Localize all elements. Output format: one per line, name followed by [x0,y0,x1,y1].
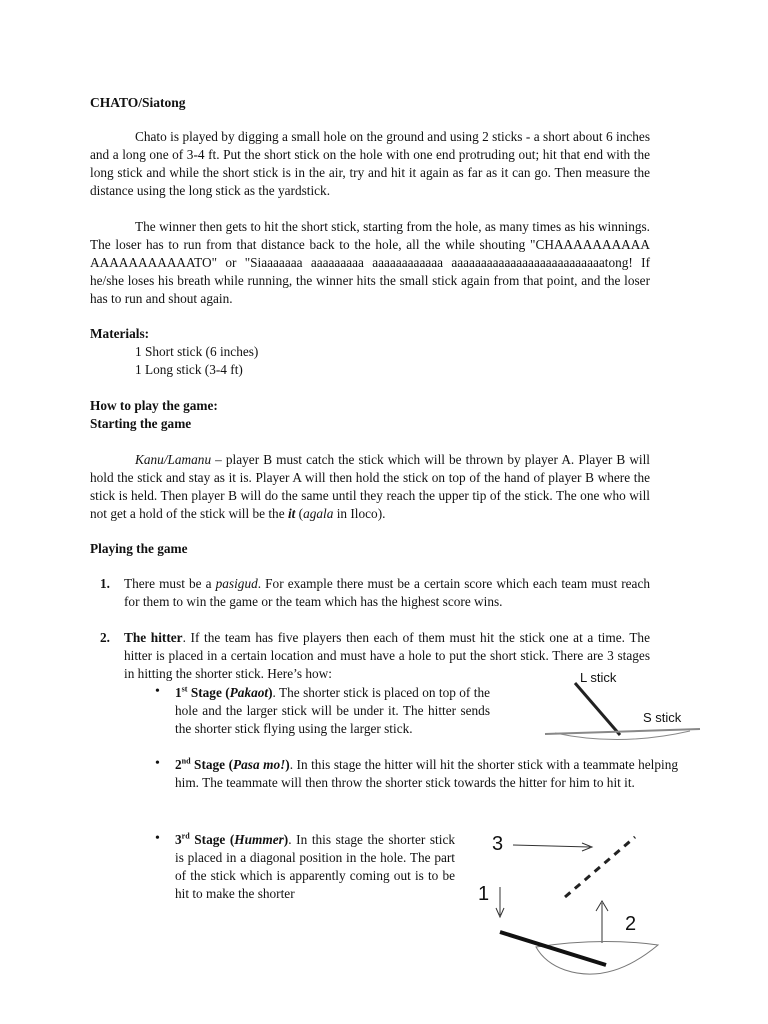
stage-term: Pasa mo! [233,757,286,772]
long-stick-line [575,683,620,735]
stage-sup: rd [181,831,190,841]
paren: ( [295,506,304,521]
short-stick-line [545,729,700,734]
it-term: it [287,506,296,521]
list-item-1 [100,575,650,611]
stage-close: ) [285,757,290,772]
stage-label: Stage ( [187,685,230,700]
bullet-icon: • [155,684,160,699]
stage-text: . The shorter stick is placed on top of the hole and the larger stick will be under it. The hitter sends the shorter stick flying using the larger stick. [175,685,490,736]
item1-pre: There must be a [124,576,216,591]
materials-heading: Materials: [90,326,150,341]
stage-label: Stage ( [190,757,234,772]
winner-paragraph [90,218,650,308]
arrow-3-line [513,845,590,847]
page-title: CHATO/Siatong [90,95,186,110]
playing-heading: Playing the game [90,541,188,556]
stage-2 [155,756,679,792]
arrow-label-2: 2 [625,913,637,935]
material-item: 1 Long stick (3-4 ft) [135,362,243,377]
l-stick-label: L stick [580,670,617,685]
stick-diagram-figure [525,665,710,745]
diagonal-stick-line [565,837,635,897]
s-stick-label: S stick [643,710,682,725]
arrow-label-3: 3 [492,833,504,855]
stage-num: 1 [175,685,182,700]
bullet-icon: • [155,831,160,846]
short-stick-line [500,932,606,965]
item2-text: . If the team has five players then each of them must hit the stick one at a time. The hitter is placed in a certain location and must have a hole to put the short stick. There are 3 stages in hitting the shorter stick. Here’s how: [124,630,650,681]
starting-text: – player B must catch the stick which will be thrown by player A. Player B will hold the stick and stay as it is. Player A will then hold the stick on top of the hand of player B where the stick is held. Then player B will do the same until they reach the upper tip of the stick. The one who will not get a hold of the stick will be the [90,452,650,521]
stage-sup: st [181,684,188,694]
stage-text: . In this stage the hitter will hit the shorter stick with a teammate helping him. The teammate will then throw the shorter stick towards the hitter for him to hit it. [175,757,679,790]
hole-shape [536,941,658,974]
bullet-icon: • [155,756,160,771]
hummer-diagram-figure [470,825,670,1020]
intro-paragraph [90,128,650,200]
material-item: 1 Short stick (6 inches) [135,344,259,359]
stage-close: ) [268,685,273,700]
stage-label: Stage ( [189,832,235,847]
winner-text: The winner then gets to hit the short stick, starting from the hole, as many times as his winnings. The loser has to run from that distance back to the hole, all the while shouting "CHAAAAAAAAAA AAAAAAAAAAATO" or "Siaaaaaaa aaaaaaaaa aaaaaaaaaaaa aaaaaaaaaaaaaaaaaaaaaaaaaatong! If he/she loses his breath while running, the winner hits the small stick again from that point, and the loser has to run and shout again. [90,219,650,306]
stage-num: 2 [175,757,182,772]
stage-1 [155,684,490,738]
stage-num: 3 [175,832,182,847]
kanu-term: Kanu/Lamanu [135,452,212,467]
item1-post: . For example there must be a certain score which each team must reach for them to win the game or the team which has the highest score wins. [124,576,650,609]
arrow-label-1: 1 [478,883,490,905]
stage-3 [155,831,455,903]
agala-term: agala [303,506,334,521]
stage-term: Pakaot [229,685,269,700]
starting-tail: in Iloco). [333,506,386,521]
stage-text: . In this stage the shorter stick is placed in a diagonal position in the hole. The part of the stick which is apparently coming out is to be hit to make the shorter [175,832,455,901]
stage-term: Hummer [234,832,284,847]
stage-sup: nd [181,756,191,766]
pasigud-term: pasigud [215,576,258,591]
list-number: 2. [100,630,110,645]
stage-close: ) [283,832,289,847]
starting-paragraph [90,451,650,523]
list-number: 1. [100,576,110,591]
starting-game-heading: Starting the game [90,416,192,431]
intro-text: Chato is played by digging a small hole on the ground and using 2 sticks - a short about 6 inches and a long one of 3-4 ft. Put the short stick on the hole with one end protruding out; hit that end with the long stick and while the short stick is in the air, try and hit it again as far as it can go. Then measure the distance using the long stick as the yardstick. [90,129,650,198]
hitter-lead: The hitter [124,630,183,645]
how-to-play-heading: How to play the game: [90,398,218,413]
